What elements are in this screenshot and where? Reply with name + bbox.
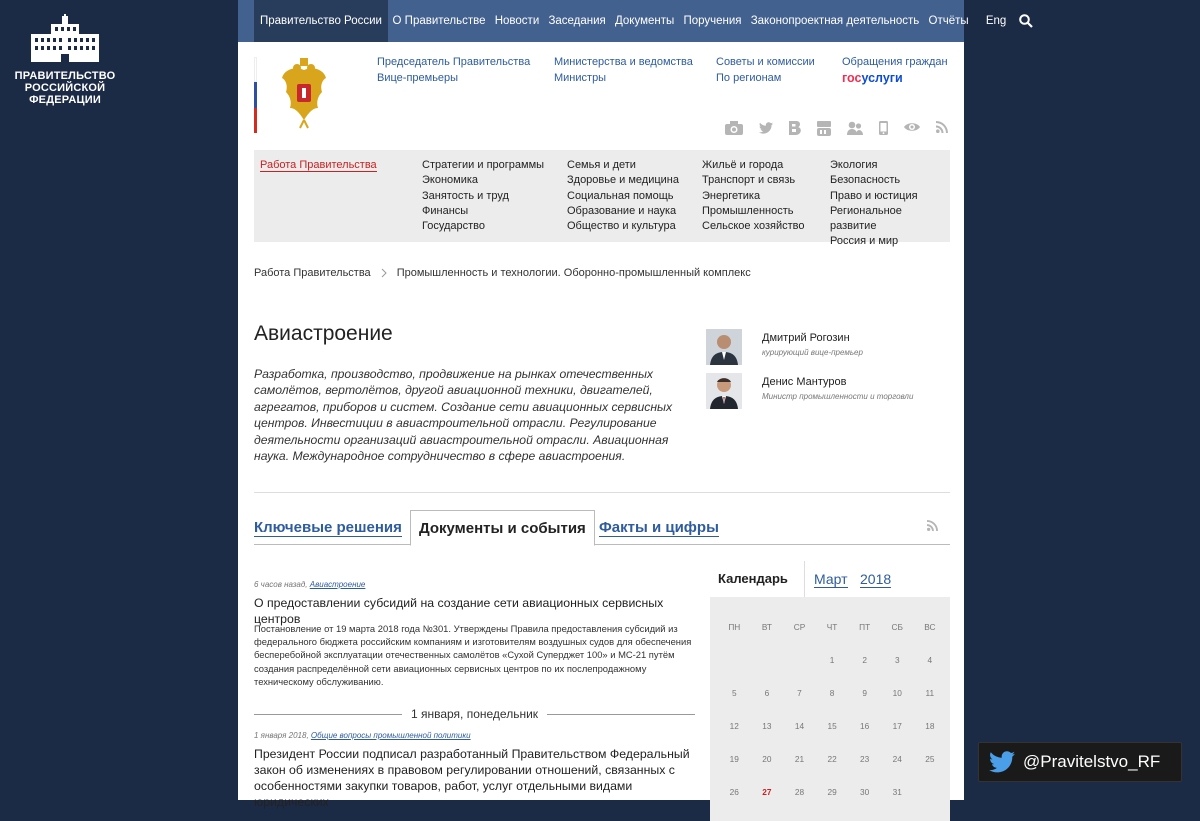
- calendar-day[interactable]: 4: [927, 655, 933, 665]
- link-vice-premiers[interactable]: Вице-премьеры: [377, 71, 459, 84]
- calendar-weekday: ЧТ: [826, 622, 838, 632]
- vk-icon[interactable]: [789, 121, 801, 135]
- coat-of-arms-icon[interactable]: [280, 56, 328, 132]
- calendar-day[interactable]: 7: [797, 688, 802, 698]
- topic-state[interactable]: Государство: [422, 220, 486, 233]
- calendar-day[interactable]: 19: [729, 754, 739, 764]
- tab-key-decisions[interactable]: [254, 510, 402, 545]
- page-description: Разработка, производство, продвижение на рынках отечественных самолётов, вертолётов, другой авиационной техники, двигателей, агрегатов, приборов и систем. Создание сети авиационных сервисных центров. Инвестиции в авиастроительной отрасли. Регулирование деятельности организаций авиастроительной отрасли. Авиационная наука. Международное сотрудничество в сфере авиастроения.: [254, 367, 673, 464]
- date-separator: [254, 706, 695, 724]
- calendar-day[interactable]: 16: [860, 721, 870, 731]
- calendar-day[interactable]: 2: [862, 655, 867, 665]
- news-title[interactable]: Президент России подписал разработанный Правительством Федеральный закон об изменениях в правовом регулировании отношений, связанных с особенностями закупки товаров, работ, услуг отдельными видами юридических: [254, 747, 690, 809]
- calendar-empty-cell: [914, 782, 947, 815]
- brand-line: РОССИЙСКОЙ: [24, 82, 106, 94]
- calendar-year-select[interactable]: 2018: [860, 571, 892, 587]
- calendar-day[interactable]: 27: [762, 787, 772, 797]
- calendar-title: Календарь: [718, 571, 788, 586]
- topic-industry[interactable]: Промышленность: [702, 204, 794, 217]
- page: [238, 0, 1007, 809]
- topic-housing[interactable]: Жильё и города: [702, 159, 784, 171]
- nav-instructions[interactable]: Поручения: [683, 15, 742, 27]
- calendar-day[interactable]: 25: [925, 754, 935, 764]
- news-meta: [254, 731, 471, 740]
- twitter-handle: @Pravitelstvo_RF: [1023, 752, 1161, 771]
- calendar-day[interactable]: 15: [827, 721, 837, 731]
- topic-law[interactable]: Право и юстиция: [830, 189, 918, 202]
- avatar: [706, 329, 742, 365]
- breadcrumb: [254, 267, 751, 279]
- topic-family[interactable]: Семья и дети: [567, 159, 636, 171]
- date-separator-label: 1 января, понедельник: [410, 707, 539, 721]
- link-councils[interactable]: Советы и комиссии: [716, 56, 815, 68]
- calendar-day[interactable]: 12: [729, 721, 739, 731]
- section-divider: [254, 492, 950, 493]
- topic-agriculture[interactable]: Сельское хозяйство: [702, 220, 805, 233]
- topic-energy[interactable]: Энергетика: [702, 189, 761, 202]
- eye-icon[interactable]: [904, 121, 920, 133]
- chevron-right-icon: [381, 268, 387, 278]
- link-government-work[interactable]: Работа Правительства: [260, 159, 377, 171]
- nav-news[interactable]: Новости: [494, 15, 540, 27]
- topic-strategies[interactable]: Стратегии и программы: [422, 159, 545, 171]
- content-tabs: [254, 510, 950, 545]
- link-chairman[interactable]: Председатель Правительства: [377, 56, 531, 68]
- calendar-weekday: СБ: [891, 622, 903, 632]
- calendar-weekday: ВТ: [761, 622, 772, 632]
- nav-documents[interactable]: Документы: [614, 15, 675, 27]
- avatar: [706, 373, 742, 409]
- topic-world[interactable]: Россия и мир: [830, 235, 899, 248]
- brand-line: ФЕДЕРАЦИИ: [29, 94, 101, 106]
- calendar-day[interactable]: 5: [731, 688, 737, 698]
- site-header: [238, 42, 964, 150]
- tab-label: Документы и события: [419, 520, 586, 537]
- twitter-icon[interactable]: [759, 121, 773, 135]
- nav-meetings[interactable]: Заседания: [548, 15, 606, 27]
- search-button[interactable]: [1019, 0, 1033, 42]
- topic-health[interactable]: Здоровье и медицина: [567, 174, 680, 187]
- brand-line: ПРАВИТЕЛЬСТВО: [14, 70, 116, 82]
- topic-employment[interactable]: Занятость и труд: [422, 189, 509, 202]
- topic-society[interactable]: Общество и культура: [567, 220, 676, 233]
- calendar-day[interactable]: 11: [925, 688, 935, 698]
- topic-ecology[interactable]: Экология: [830, 159, 878, 171]
- calendar-day[interactable]: 8: [829, 688, 835, 698]
- gosuslugi-logo[interactable]: [842, 71, 948, 87]
- nav-about-government[interactable]: О Правительстве: [392, 15, 486, 27]
- calendar-day[interactable]: 29: [827, 787, 837, 797]
- youtube-icon[interactable]: [817, 121, 831, 136]
- calendar-grid: [718, 617, 946, 815]
- calendar-day[interactable]: 1: [829, 655, 835, 665]
- person-name[interactable]: Денис Мантуров: [762, 376, 847, 388]
- calendar-day[interactable]: 18: [925, 721, 935, 731]
- search-icon: [1019, 14, 1033, 28]
- calendar-day[interactable]: 14: [794, 721, 805, 731]
- flag-stripe: [254, 57, 257, 133]
- calendar-day[interactable]: 24: [892, 754, 902, 764]
- news-title[interactable]: О предоставлении субсидий на создание сети авиационных сервисных центров: [254, 596, 664, 626]
- topic-economy[interactable]: Экономика: [422, 174, 479, 187]
- calendar-weekday: ПН: [728, 622, 741, 632]
- mobile-icon[interactable]: [879, 121, 888, 135]
- person-role: Министр промышленности и торговли: [762, 392, 914, 401]
- community-icon[interactable]: [847, 121, 863, 135]
- government-building-icon: [25, 14, 105, 64]
- page-title: Авиастроение: [254, 322, 393, 345]
- breadcrumb-root[interactable]: Работа Правительства: [254, 267, 371, 279]
- gosuslugi-part: гос: [842, 70, 862, 85]
- calendar-day[interactable]: 31: [892, 787, 902, 797]
- nav-reports[interactable]: Отчёты: [928, 15, 969, 27]
- social-links: [725, 121, 948, 136]
- news-time: 6 часов назад,: [254, 580, 308, 589]
- person-card[interactable]: [706, 329, 863, 365]
- person-card[interactable]: [706, 373, 913, 409]
- nav-english[interactable]: Eng: [985, 15, 1007, 27]
- calendar-weekday: ВС: [924, 622, 936, 632]
- nav-government-russia[interactable]: Правительство России: [254, 0, 388, 42]
- tab-facts-figures[interactable]: [599, 510, 719, 545]
- calendar-day[interactable]: 23: [860, 754, 870, 764]
- camera-icon[interactable]: [725, 121, 743, 135]
- calendar-day[interactable]: 3: [894, 655, 900, 665]
- topic-education[interactable]: Образование и наука: [567, 204, 677, 217]
- government-logo[interactable]: [14, 14, 116, 106]
- rss-icon[interactable]: [927, 520, 938, 531]
- calendar-day[interactable]: 28: [794, 787, 805, 797]
- calendar-empty-cell: [751, 650, 784, 683]
- topic-finance[interactable]: Финансы: [422, 204, 469, 217]
- calendar-month-select[interactable]: Март: [814, 571, 848, 587]
- calendar-day[interactable]: 26: [729, 787, 739, 797]
- calendar-day[interactable]: 30: [860, 787, 870, 797]
- topic-security[interactable]: Безопасность: [830, 174, 901, 187]
- calendar-empty-cell: [718, 650, 751, 683]
- news-body: Постановление от 19 марта 2018 года №301. Утверждены Правила предоставления субсидий из федерального бюджета российским компаниям и изготовителям воздушных судов для обеспечения бесперебойной эксплуатации отечественных самолётов «Сухой Суперджет 100» и МС-21 путём создания распределённой сети авиационных сервисных центров по их послепродажному техническому обслуживанию.: [254, 623, 692, 687]
- gosuslugi-part: услуги: [861, 70, 903, 85]
- calendar-day[interactable]: 10: [892, 688, 902, 698]
- tab-label: Факты и цифры: [599, 519, 719, 536]
- link-regions[interactable]: По регионам: [716, 71, 782, 84]
- rss-icon[interactable]: [936, 121, 948, 133]
- calendar-day[interactable]: 13: [762, 721, 772, 731]
- calendar-weekday: СР: [793, 622, 806, 632]
- tab-documents-events[interactable]: [410, 510, 595, 546]
- calendar-day[interactable]: 22: [827, 754, 837, 764]
- link-citizen-appeals[interactable]: Обращения граждан: [842, 56, 948, 68]
- calendar-weekday: ПТ: [859, 622, 871, 632]
- person-role: курирующий вице-премьер: [762, 348, 863, 357]
- calendar-day[interactable]: 20: [762, 754, 772, 764]
- calendar-empty-cell: [783, 650, 816, 683]
- news-category[interactable]: Авиастроение: [309, 580, 366, 589]
- calendar-day[interactable]: 21: [794, 754, 805, 764]
- topic-regional[interactable]: Региональное развитие: [830, 204, 902, 233]
- topic-social-aid[interactable]: Социальная помощь: [567, 189, 674, 202]
- link-ministries[interactable]: Министерства и ведомства: [554, 56, 693, 68]
- twitter-icon: [989, 751, 1015, 773]
- news-meta: [254, 580, 365, 589]
- tab-label: Ключевые решения: [254, 519, 402, 536]
- calendar-day[interactable]: 9: [862, 688, 867, 698]
- nav-legislation[interactable]: Законопроектная деятельность: [750, 15, 920, 27]
- topics-menu: [254, 150, 950, 248]
- person-name[interactable]: Дмитрий Рогозин: [762, 332, 850, 344]
- breadcrumb-current[interactable]: Промышленность и технологии. Оборонно-промышленный комплекс: [396, 267, 751, 279]
- topic-transport[interactable]: Транспорт и связь: [702, 174, 796, 187]
- calendar-day[interactable]: 6: [764, 688, 770, 698]
- twitter-badge[interactable]: [978, 742, 1182, 782]
- news-time: 1 января 2018,: [254, 731, 309, 740]
- news-category[interactable]: Общие вопросы промышленной политики: [310, 731, 471, 740]
- link-ministers[interactable]: Министры: [554, 71, 607, 84]
- top-navigation: [238, 0, 1007, 42]
- calendar-day[interactable]: 17: [892, 721, 902, 731]
- calendar: [710, 561, 950, 821]
